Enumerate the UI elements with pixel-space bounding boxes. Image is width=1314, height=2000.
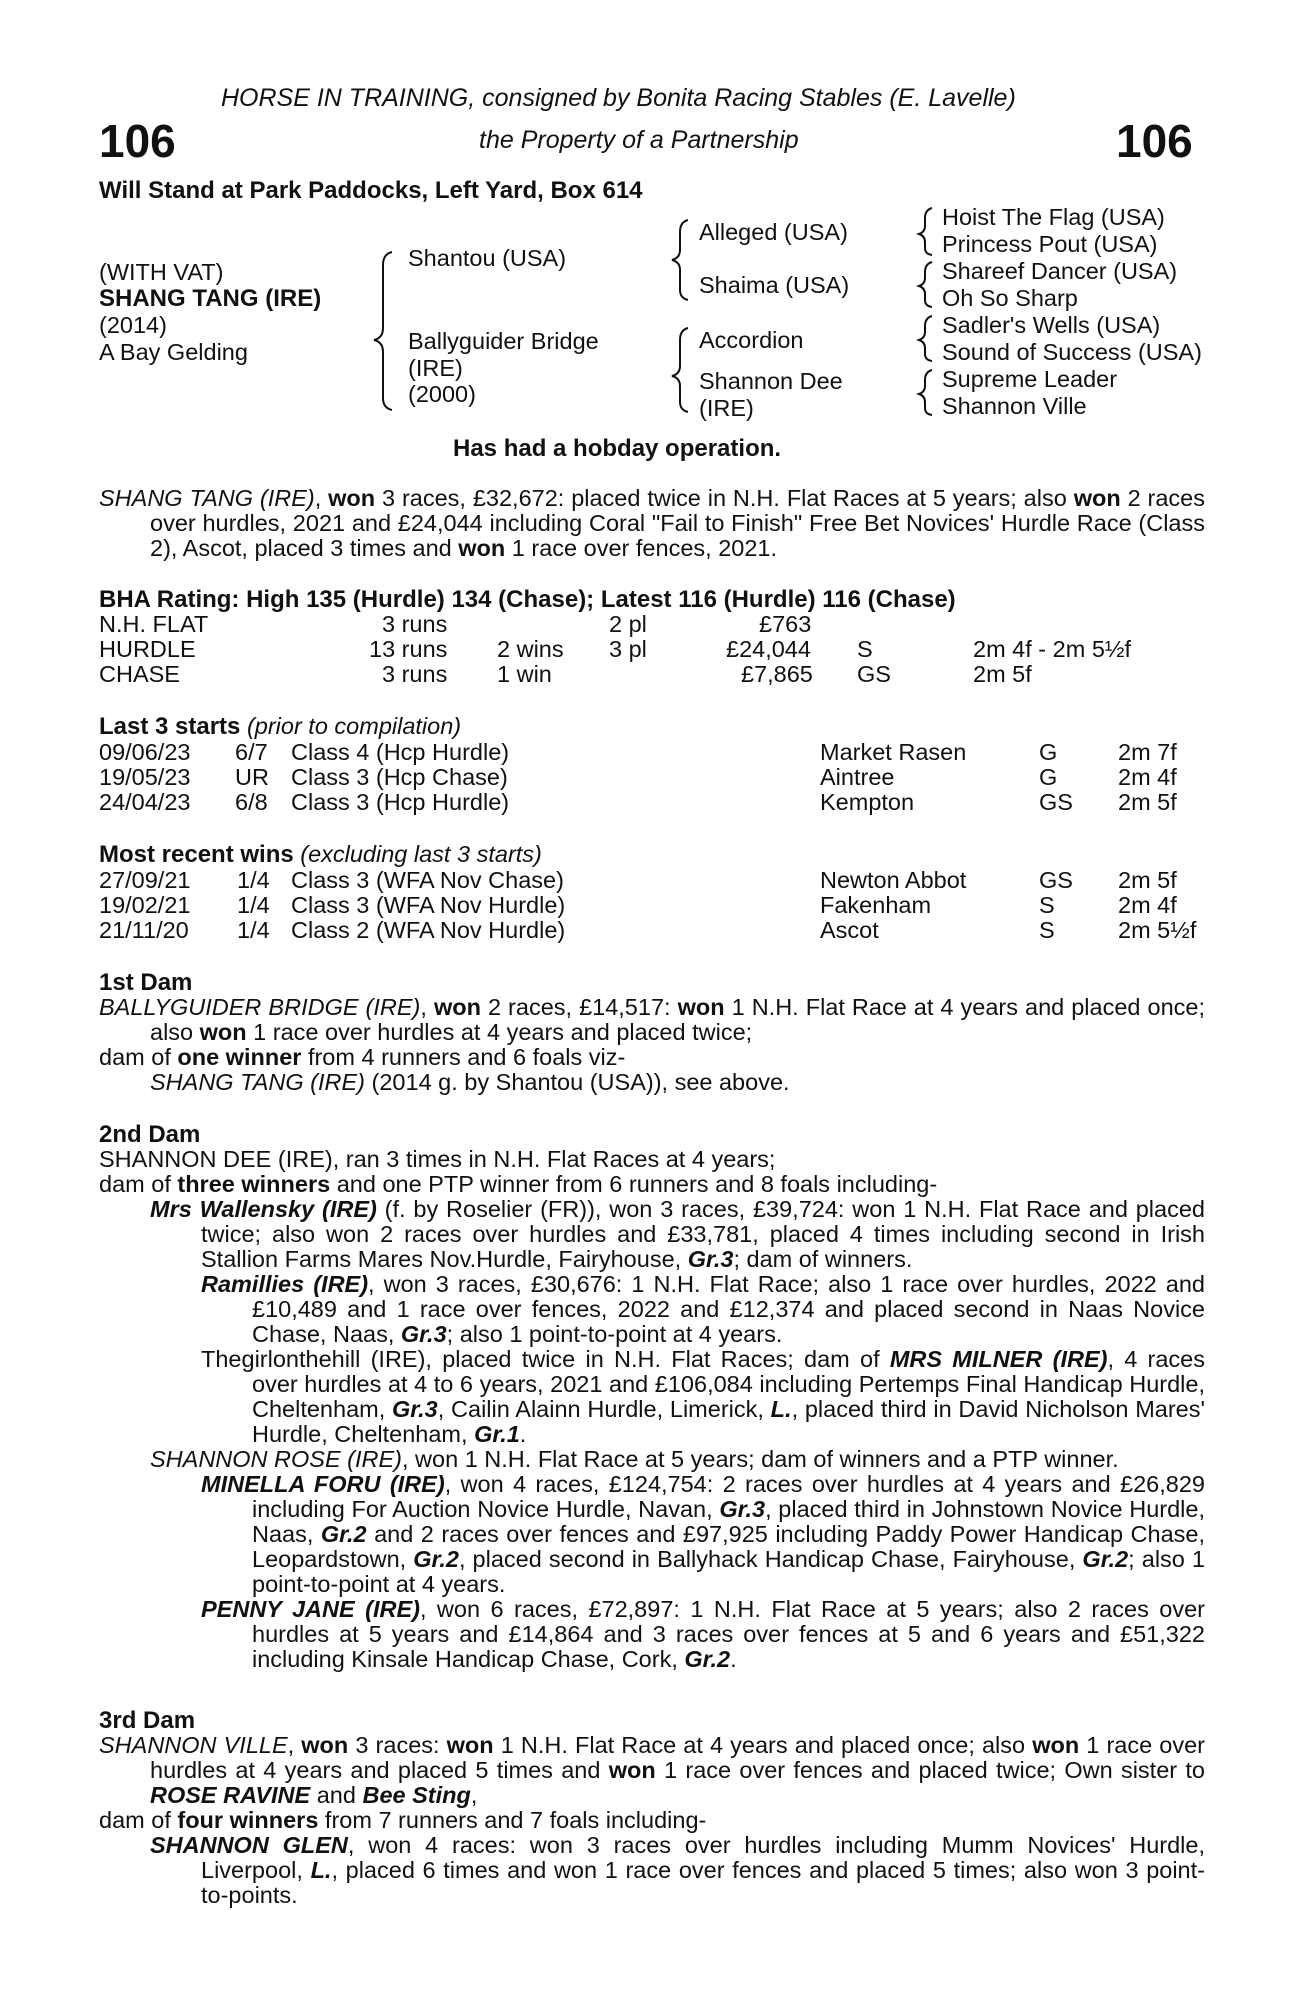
minella-foru-end: ; also 1 point-to-point at 4 years.: [252, 1546, 1205, 1597]
bha-runs: 13 runs: [369, 636, 448, 662]
dam3-winners: four winners: [177, 1807, 319, 1833]
dam3-won-2: won: [446, 1732, 494, 1758]
dam1-section: [99, 995, 1205, 1095]
grade-3: Gr.3: [687, 1246, 734, 1272]
dam1-text2: 1 N.H. Flat Race at 4 years and placed once; also: [150, 994, 1205, 1045]
gen3-ddd: Shannon Ville: [942, 393, 1087, 419]
dam-dam-line2: (IRE): [699, 395, 754, 421]
dam1-winners: one winner: [177, 1044, 302, 1070]
rose-ravine: ROSE RAVINE: [150, 1782, 311, 1808]
summary-text2: 2 races over hurdles, 2021 and £24,044 including Coral "Fail to Finish" Free Bet Novices' Hurdle Race (Class 2), Ascot, placed 3 times and: [150, 485, 1205, 561]
dam3-text2: 1 N.H. Flat Race at 4 years and placed once; also: [493, 1732, 1033, 1758]
bha-prize: £24,044: [726, 636, 811, 662]
dam1-runners: from 4 runners and 6 foals viz-: [301, 1044, 626, 1070]
race-date: 09/06/23: [99, 739, 191, 765]
dam1-foal-detail: (2014 g. by Shantou (USA)), see above.: [365, 1069, 790, 1095]
gen3-sss: Hoist The Flag (USA): [942, 204, 1165, 230]
race-summary: [99, 486, 1205, 561]
ramillies: Ramillies (IRE): [201, 1271, 369, 1297]
ramillies-end: ; also 1 point-to-point at 4 years.: [446, 1321, 783, 1347]
dam-sire: Accordion: [699, 327, 804, 353]
mrs-milner-detail: , 4 races over hurdles at 4 to 6 years, 2021 and £106,084 including Pertemps Final Handicap Hurdle, Cheltenham,: [252, 1346, 1205, 1422]
dam3-won-3: won: [1032, 1732, 1080, 1758]
minella-foru: MINELLA FORU (IRE): [201, 1471, 445, 1497]
bha-dist: 2m 4f - 2m 5½f: [973, 636, 1132, 662]
summary-won-2: won: [1073, 485, 1121, 511]
dam-line2: (IRE): [408, 355, 463, 381]
grade-2: Gr.2: [413, 1546, 459, 1572]
mrs-wallensky: Mrs Wallensky (IRE): [150, 1196, 377, 1222]
dam1-name: BALLYGUIDER BRIDGE (IRE): [99, 994, 421, 1020]
dam3-won: won: [301, 1732, 349, 1758]
shannon-glen-detail: , won 4 races: won 3 races over hurdles including Mumm Novices' Hurdle, Liverpool,: [201, 1832, 1205, 1883]
dam-line3: (2000): [408, 381, 476, 407]
dam3-sep: ,: [287, 1732, 302, 1758]
race-class: Class 4 (Hcp Hurdle): [291, 739, 510, 765]
bha-going: GS: [857, 661, 891, 687]
last3-heading: [99, 714, 461, 739]
sire-dam: Shaima (USA): [699, 272, 850, 298]
race-position: UR: [235, 764, 269, 790]
dam2-title: 2nd Dam: [99, 1121, 201, 1148]
race-position: 6/8: [235, 789, 268, 815]
grade-1: Gr.1: [474, 1421, 520, 1447]
shannon-glen-end: , placed 6 times and won 1 race over fences and placed 5 times; also won 3 point-to-points.: [201, 1857, 1205, 1908]
bha-prize: £763: [759, 611, 812, 637]
dam1-text1: 2 races, £14,517:: [480, 994, 678, 1020]
brace-gen3-1: [919, 208, 932, 255]
dam1-title: 1st Dam: [99, 969, 193, 996]
dam2-section: [99, 1147, 1205, 1672]
dam-line1: Ballyguider Bridge: [408, 328, 599, 354]
mrs-wallensky-detail: (f. by Roselier (FR)), won 3 races, £39,724: won 1 N.H. Flat Race and placed twice; also won 2 races over hurdles and £33,781, placed 4 times including second in Irish Stallion Farms Mares Nov.Hurdle, Fairyhouse,: [201, 1196, 1205, 1272]
race-position: 1/4: [237, 867, 270, 893]
dam1-damof: dam of: [99, 1044, 178, 1070]
dam3-section: [99, 1733, 1205, 1908]
summary-text1: 3 races, £32,672: placed twice in N.H. Flat Races at 5 years; also: [375, 485, 1074, 511]
grade-3: Gr.3: [392, 1396, 438, 1422]
race-course: Aintree: [820, 764, 895, 790]
bha-pl: 2 pl: [609, 611, 647, 637]
dam1-sep: ,: [420, 994, 434, 1020]
bha-runs: 3 runs: [382, 611, 448, 637]
race-date: 21/11/20: [99, 917, 189, 943]
dam3-won-4: won: [608, 1757, 656, 1783]
race-distance: 2m 4f: [1118, 764, 1177, 790]
brace-gen2-top: [672, 220, 688, 300]
summary-horse: SHANG TANG (IRE): [99, 485, 315, 511]
bee-sting: Bee Sting: [362, 1782, 471, 1808]
mrs-milner-end: .: [519, 1421, 527, 1447]
sire: Shantou (USA): [408, 245, 567, 271]
race-going: GS: [1039, 867, 1073, 893]
dam3-comma: ,: [470, 1782, 478, 1808]
race-class: Class 2 (WFA Nov Hurdle): [291, 917, 566, 943]
race-course: Kempton: [820, 789, 915, 815]
summary-text3: 1 race over fences, 2021.: [505, 535, 777, 561]
ramillies-detail: , won 3 races, £30,676: 1 N.H. Flat Race; also 1 race over hurdles, 2022 and £10,489 and 1 race over fences, 2022 and £12,374 and placed second in Naas Novice Chase, Naas,: [252, 1271, 1205, 1347]
dam2-winners: three winners: [177, 1171, 331, 1197]
race-going: S: [1039, 917, 1055, 943]
penny-jane-end: .: [730, 1646, 737, 1672]
race-class: Class 3 (Hcp Hurdle): [291, 789, 510, 815]
shannon-glen: SHANNON GLEN: [150, 1832, 348, 1858]
sire-sire: Alleged (USA): [699, 219, 848, 245]
dam1-foal-name: SHANG TANG (IRE): [150, 1069, 365, 1095]
bha-pl: 3 pl: [609, 636, 647, 662]
summary-won: won: [328, 485, 376, 511]
race-distance: 2m 4f: [1118, 892, 1177, 918]
race-course: Market Rasen: [820, 739, 967, 765]
grade-3: Gr.3: [400, 1321, 447, 1347]
race-course: Fakenham: [820, 892, 932, 918]
mrs-milner-detail3: , placed third in David Nicholson Mares' Hurdle, Cheltenham,: [252, 1396, 1205, 1447]
bha-type: HURDLE: [99, 636, 196, 662]
bha-dist: 2m 5f: [973, 661, 1032, 687]
stand-location: Will Stand at Park Paddocks, Left Yard, Box 614: [99, 177, 643, 204]
recent-note: (excluding last 3 starts): [300, 841, 542, 867]
property-line: the Property of a Partnership: [479, 126, 799, 154]
grade-2: Gr.2: [320, 1521, 367, 1547]
race-distance: 2m 7f: [1118, 739, 1177, 765]
bha-prize: £7,865: [741, 661, 813, 687]
dam2-runners: and one PTP winner from 6 runners and 8 foals including-: [330, 1171, 938, 1197]
last3-note: (prior to compilation): [246, 713, 462, 739]
race-position: 1/4: [237, 917, 270, 943]
gen3-sds: Shareef Dancer (USA): [942, 258, 1178, 284]
gen3-dds: Supreme Leader: [942, 366, 1118, 392]
bha-type: N.H. FLAT: [99, 611, 209, 637]
dam1-won-2: won: [677, 994, 725, 1020]
horse-name: SHANG TANG (IRE): [99, 285, 322, 312]
race-course: Newton Abbot: [820, 867, 967, 893]
race-date: 19/02/21: [99, 892, 191, 918]
bha-rating: BHA Rating: High 135 (Hurdle) 134 (Chase); Latest 116 (Hurdle) 116 (Chase): [99, 586, 956, 613]
penny-jane: PENNY JANE (IRE): [201, 1596, 420, 1622]
brace-gen3-4: [919, 370, 932, 415]
mrs-milner-detail2: , Cailin Alainn Hurdle, Limerick,: [437, 1396, 771, 1422]
shannon-rose: SHANNON ROSE (IRE): [150, 1446, 402, 1472]
race-date: 19/05/23: [99, 764, 191, 790]
dam2-summary: SHANNON DEE (IRE), ran 3 times in N.H. Flat Races at 4 years;: [99, 1146, 776, 1172]
bha-wins: 2 wins: [497, 636, 564, 662]
dam3-text4: 1 race over fences and placed twice; Own sister to: [655, 1757, 1205, 1783]
horse-description: A Bay Gelding: [99, 339, 248, 365]
minella-foru-detail3: and 2 races over fences and £97,925 including Paddy Power Handicap Chase, Leopardstown,: [252, 1521, 1205, 1572]
thegirlonthehill: Thegirlonthehill (IRE), placed twice in N.H. Flat Races; dam of: [201, 1346, 890, 1372]
dam3-runners: from 7 runners and 7 foals including-: [318, 1807, 707, 1833]
listed: L.: [310, 1857, 332, 1883]
dam3-text1: 3 races:: [348, 1732, 447, 1758]
dam3-text3: 1 race over hurdles at 4 years and placed 5 times and: [150, 1732, 1205, 1783]
dam-dam-line1: Shannon Dee: [699, 368, 843, 394]
lot-number-right: 106: [1116, 115, 1193, 167]
grade-3: Gr.3: [719, 1496, 766, 1522]
race-date: 24/04/23: [99, 789, 191, 815]
dam1-text3: 1 race over hurdles at 4 years and placed twice;: [246, 1019, 753, 1045]
summary-won-3: won: [458, 535, 506, 561]
race-class: Class 3 (Hcp Chase): [291, 764, 508, 790]
race-distance: 2m 5f: [1118, 789, 1177, 815]
brace-gen3-3: [919, 316, 932, 361]
penny-jane-detail: , won 6 races, £72,897: 1 N.H. Flat Race at 5 years; also 2 races over hurdles at 5 years and £14,864 and 3 races over fences at 5 and 6 years and £51,322 including Kinsale Handicap Chase, Cork,: [252, 1596, 1205, 1672]
dam3-and: and: [310, 1782, 363, 1808]
race-position: 6/7: [235, 739, 268, 765]
vat-note: (WITH VAT): [99, 259, 224, 285]
gen3-sdd: Oh So Sharp: [942, 285, 1078, 311]
race-distance: 2m 5½f: [1118, 917, 1197, 943]
dam2-damof: dam of: [99, 1171, 178, 1197]
race-distance: 2m 5f: [1118, 867, 1177, 893]
grade-2: Gr.2: [1082, 1546, 1129, 1572]
race-position: 1/4: [237, 892, 270, 918]
mrs-milner: MRS MILNER (IRE): [889, 1346, 1108, 1372]
dam3-damof: dam of: [99, 1807, 178, 1833]
gen3-ssd: Princess Pout (USA): [942, 231, 1158, 257]
race-course: Ascot: [820, 917, 879, 943]
grade-2: Gr.2: [684, 1646, 731, 1672]
dam1-won: won: [433, 994, 481, 1020]
minella-foru-detail4: , placed second in Ballyhack Handicap Chase, Fairyhouse,: [458, 1546, 1083, 1572]
horse-year: (2014): [99, 312, 167, 338]
race-going: GS: [1039, 789, 1073, 815]
race-class: Class 3 (WFA Nov Hurdle): [291, 892, 566, 918]
recent-heading: [99, 842, 542, 867]
mrs-wallensky-end: ; dam of winners.: [733, 1246, 913, 1272]
brace-gen1: [374, 252, 392, 410]
dam3-title: 3rd Dam: [99, 1707, 196, 1734]
race-going: S: [1039, 892, 1055, 918]
brace-gen2-bottom: [672, 328, 688, 412]
minella-foru-detail: , won 4 races, £124,754: 2 races over hurdles at 4 years and £26,829 including For Auction Novice Hurdle, Navan,: [252, 1471, 1205, 1522]
last3-title: Last 3 starts: [99, 713, 241, 740]
race-date: 27/09/21: [99, 867, 191, 893]
bha-going: S: [857, 636, 873, 662]
consignor-line: HORSE IN TRAINING, consigned by Bonita Racing Stables (E. Lavelle): [221, 84, 1016, 112]
gen3-dsd: Sound of Success (USA): [942, 339, 1202, 365]
race-going: G: [1039, 764, 1058, 790]
race-class: Class 3 (WFA Nov Chase): [291, 867, 564, 893]
bha-wins: 1 win: [497, 661, 552, 687]
listed: L.: [770, 1396, 792, 1422]
dam1-won-3: won: [199, 1019, 247, 1045]
bha-runs: 3 runs: [382, 661, 448, 687]
brace-gen3-2: [919, 262, 932, 307]
recent-title: Most recent wins: [99, 841, 294, 868]
hobday-note: Has had a hobday operation.: [453, 435, 782, 462]
lot-number-left: 106: [99, 115, 176, 167]
bha-type: CHASE: [99, 661, 180, 687]
shannon-rose-detail: , won 1 N.H. Flat Race at 5 years; dam of winners and a PTP winner.: [402, 1446, 1119, 1472]
gen3-dss: Sadler's Wells (USA): [942, 312, 1161, 338]
summary-sep: ,: [314, 485, 329, 511]
minella-foru-detail2: , placed third in Johnstown Novice Hurdle, Naas,: [252, 1496, 1205, 1547]
race-going: G: [1039, 739, 1058, 765]
shannon-ville: SHANNON VILLE: [99, 1732, 288, 1758]
